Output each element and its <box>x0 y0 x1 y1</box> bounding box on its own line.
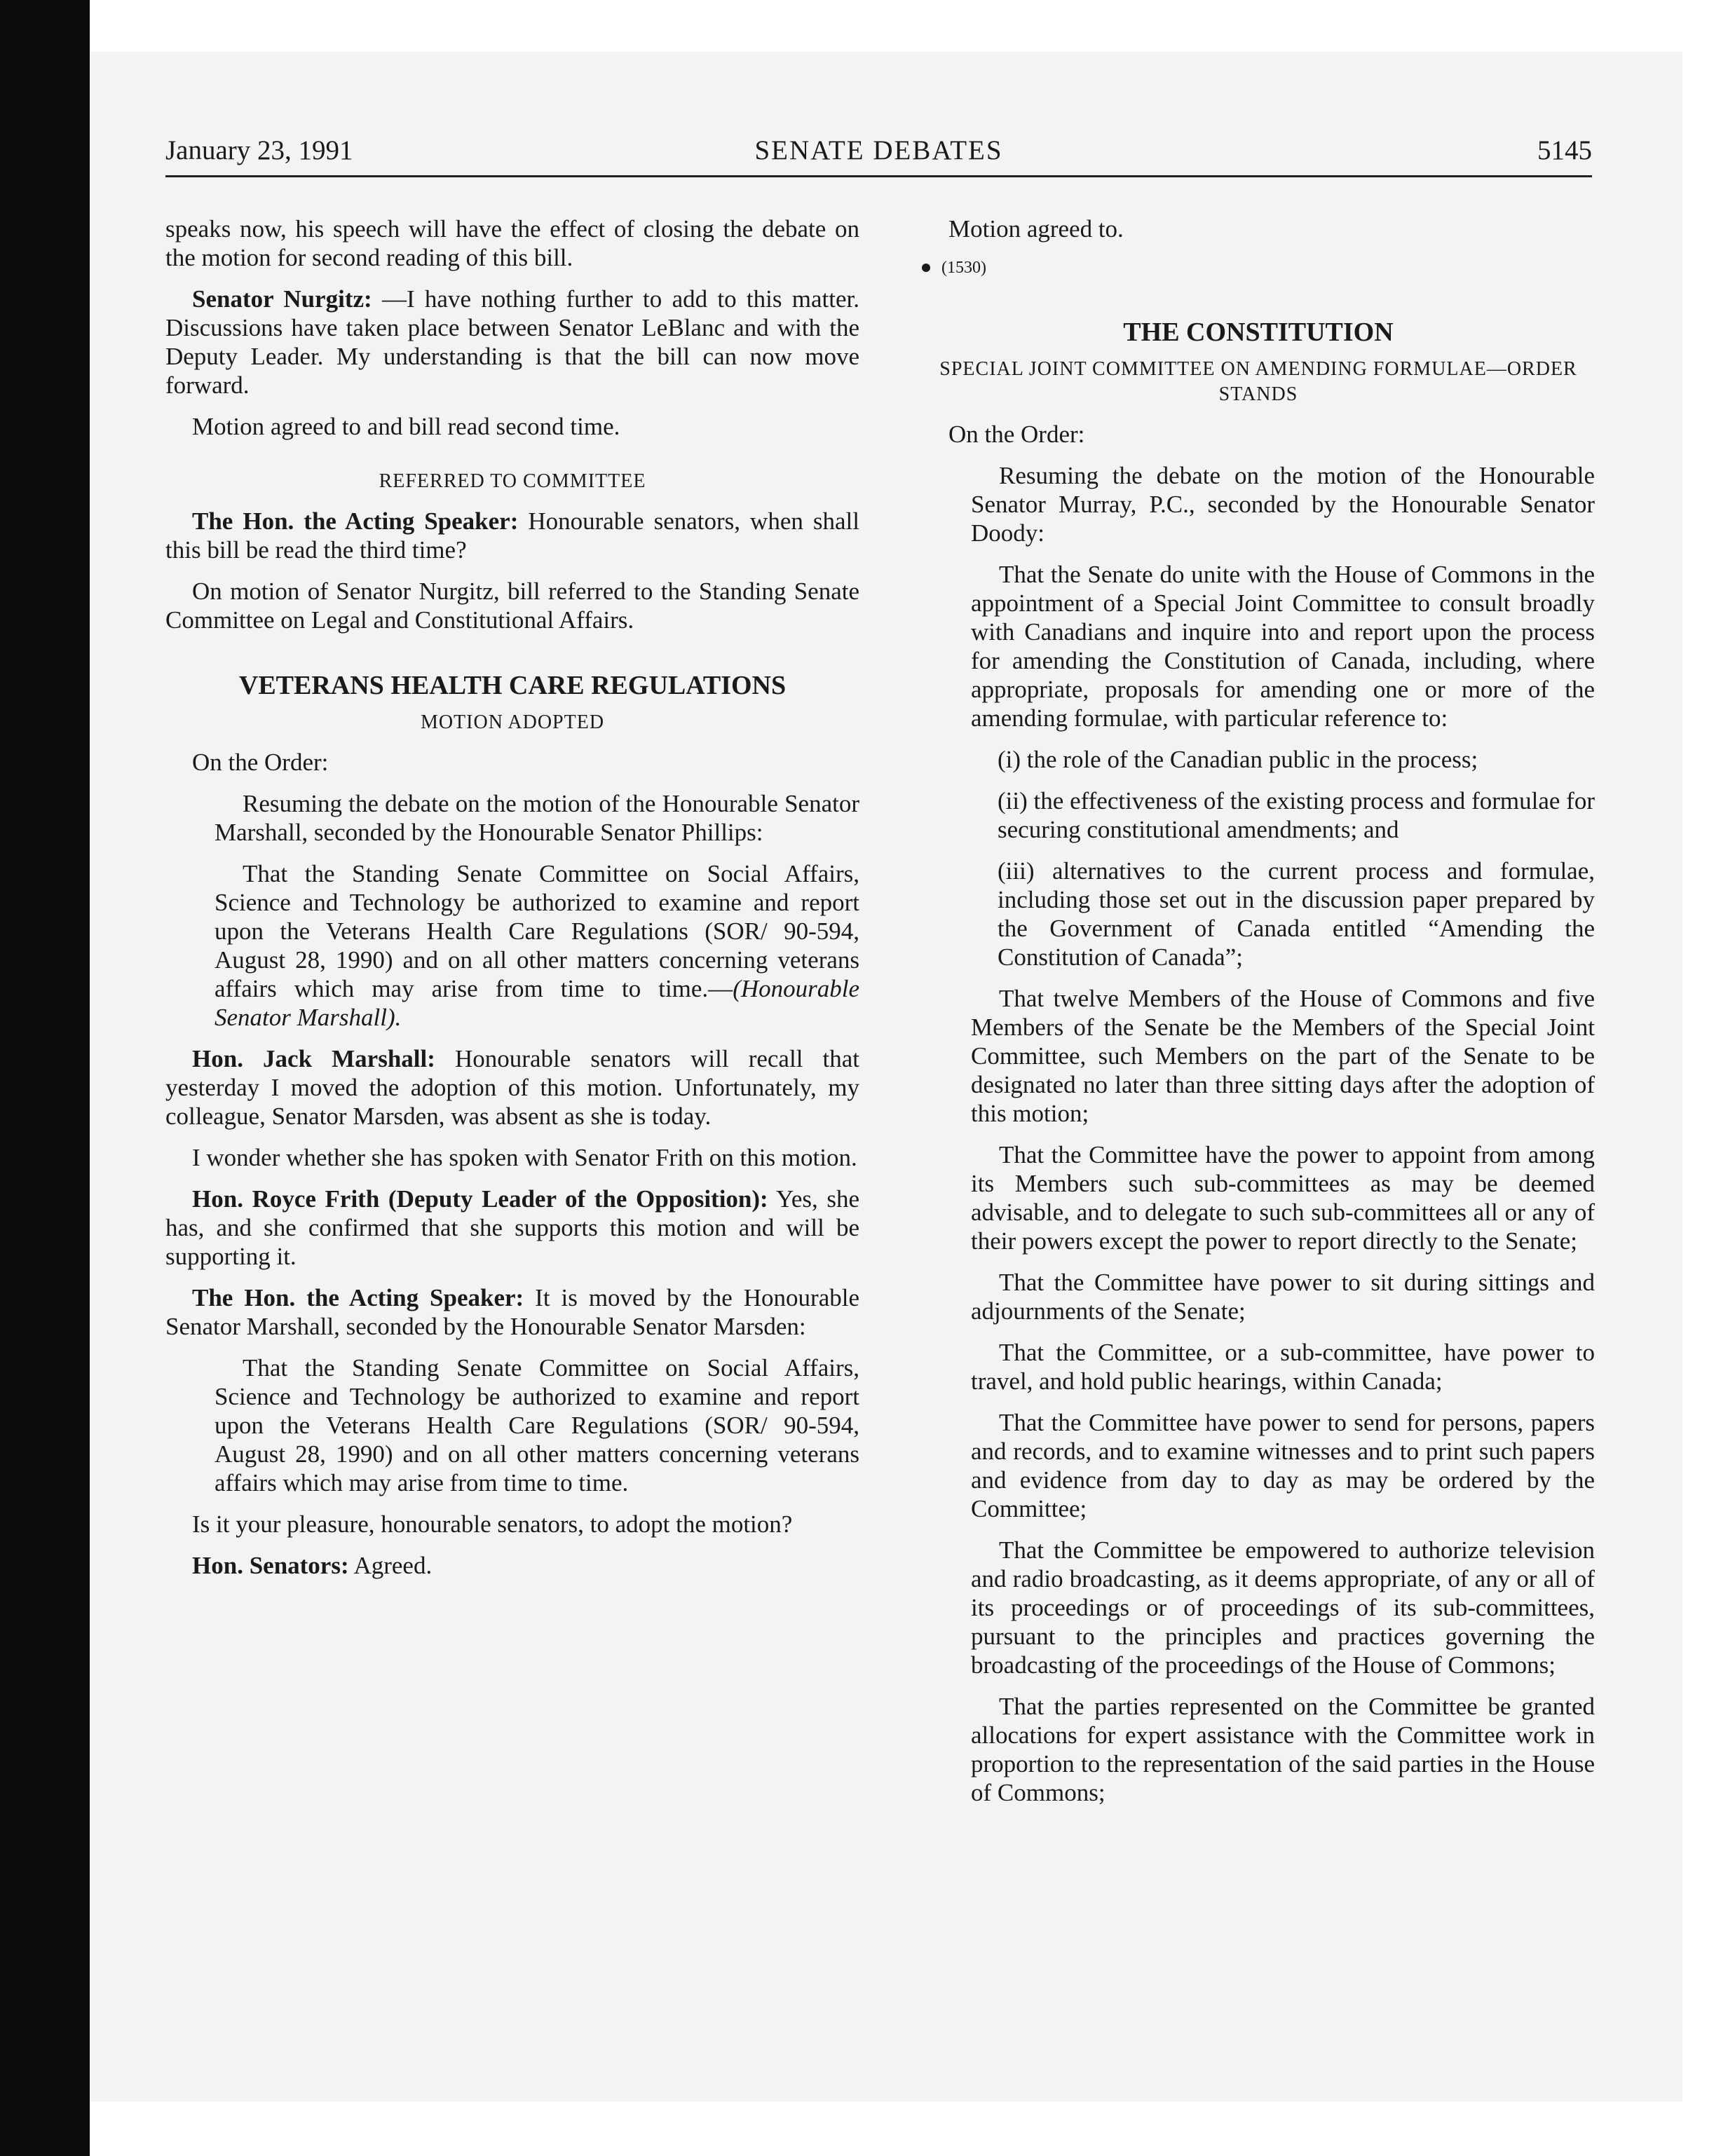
paragraph: On motion of Senator Nurgitz, bill referred to the Standing Senate Committee on Legal and Constitutional Affairs. <box>165 578 859 634</box>
paragraph: Is it your pleasure, honourable senators, to adopt the motion? <box>192 1510 793 1538</box>
paragraph: On the Order: <box>192 749 329 776</box>
timestamp-text: (1530) <box>941 259 986 277</box>
section-subheading: REFERRED TO COMMITTEE <box>379 470 646 492</box>
speech-text: Honourable senators will recall that yesterday I moved the adoption of this motion. Unfortunately, my colleague, Senator Marsden, was absent as she is today. <box>165 1045 859 1130</box>
quoted-motion <box>215 859 859 1032</box>
paragraph: Motion agreed to and bill read second time. <box>192 413 620 440</box>
quoted-motion: That the Standing Senate Committee on Social Affairs, Science and Technology be authorized to examine and report upon the Veterans Health Care Regulations (SOR/ 90-594, August 28, 1990) and on all other matters concerning veterans affairs which may arise from time to time. <box>215 1354 859 1496</box>
header-page-number: 5145 <box>1537 135 1592 165</box>
speaker-name: Hon. Senators: <box>192 1552 349 1579</box>
bullet-icon <box>922 264 930 272</box>
paragraph: speaks now, his speech will have the effect of closing the debate on the motion for second reading of this bill. <box>165 215 859 271</box>
speaker-name: Senator Nurgitz: <box>192 285 372 313</box>
paragraph: On the Order: <box>948 421 1085 448</box>
speech-text: —I have nothing further to add to this matter. Discussions have taken place between Senator LeBlanc and with the Deputy Leader. My understanding is that the bill can now move forward. <box>165 285 859 399</box>
quoted-motion: That twelve Members of the House of Commons and five Members of the Senate be the Members of the Special Joint Committee, such Members on the part of the Senate to be designated no later than three sitting days after the adoption of this motion; <box>971 985 1595 1127</box>
speech-text: Honourable senators, when shall this bill be read the third time? <box>165 507 859 564</box>
speaker-name: Hon. Jack Marshall: <box>192 1045 435 1072</box>
section-heading: VETERANS HEALTH CARE REGULATIONS <box>238 671 787 700</box>
header-date: January 23, 1991 <box>165 135 353 165</box>
quoted-motion: That the Committee, or a sub-committee, have power to travel, and hold public hearings, within Canada; <box>971 1339 1595 1395</box>
speaker-name: Hon. Royce Frith (Deputy Leader of the Opposition): <box>192 1185 768 1213</box>
paragraph <box>165 1185 859 1271</box>
paragraph <box>165 1283 859 1341</box>
quoted-motion-text: That the Standing Senate Committee on Social Affairs, Science and Technology be authorized to examine and report upon the Veterans Health Care Regulations (SOR/ 90-594, August 28, 1990) and on all other matters concerning veterans affairs which may arise from time to time.— <box>215 860 859 1002</box>
speaker-name: The Hon. the Acting Speaker: <box>192 1284 524 1311</box>
quoted-motion: That the Committee be empowered to authorize television and radio broadcasting, as it deems appropriate, of any or all of its proceedings or of proceedings of its sub-committees, pursuant to the principles and practices governing the broadcasting of the proceedings of the House of Commons; <box>971 1536 1595 1679</box>
speech-text: Agreed. <box>348 1552 433 1579</box>
quoted-motion: That the Committee have the power to appoint from among its Members such sub-committees as may be deemed advisable, and to delegate to such sub-committees all or any of their powers except the power to report directly to the Senate; <box>971 1141 1595 1255</box>
speech-text: It is moved by the Honourable Senator Marshall, seconded by the Honourable Senator Marsden: <box>165 1284 859 1340</box>
right-column <box>922 214 1595 1820</box>
paragraph: I wonder whether she has spoken with Senator Frith on this motion. <box>192 1144 857 1171</box>
quoted-motion: That the Committee have power to send for persons, papers and records, and to examine witnesses and to print such papers and evidence from day to day as may be ordered by the Committee; <box>971 1409 1595 1522</box>
timestamp-marker <box>922 256 1595 280</box>
section-subheading: MOTION ADOPTED <box>420 711 605 733</box>
section-subheading: SPECIAL JOINT COMMITTEE ON AMENDING FORMULAE—ORDER STANDS <box>939 358 1577 405</box>
scan-black-edge <box>0 0 90 2156</box>
left-column <box>165 214 859 1592</box>
paragraph <box>165 1551 859 1580</box>
paragraph <box>165 1044 859 1131</box>
quoted-motion: Resuming the debate on the motion of the Honourable Senator Marshall, seconded by the Honourable Senator Phillips: <box>215 790 859 846</box>
paragraph <box>165 507 859 564</box>
header-title: SENATE DEBATES <box>754 135 1003 165</box>
quoted-motion: Resuming the debate on the motion of the Honourable Senator Murray, P.C., seconded by the Honourable Senator Doody: <box>971 462 1595 547</box>
list-item: (ii) the effectiveness of the existing process and formulae for securing constitutional amendments; and <box>998 787 1595 843</box>
quoted-motion: That the parties represented on the Committee be granted allocations for expert assistance with the Committee work in proportion to the representation of the said parties in the House of Commons; <box>971 1693 1595 1806</box>
speech-text: Yes, she has, and she confirmed that she supports this motion and will be supporting it. <box>165 1185 859 1270</box>
quoted-motion: That the Committee have power to sit during sittings and adjournments of the Senate; <box>971 1269 1595 1325</box>
paragraph: Motion agreed to. <box>948 215 1124 243</box>
speaker-name: The Hon. the Acting Speaker: <box>192 507 519 535</box>
quoted-motion-attribution: (Honourable Senator Marshall). <box>215 975 859 1031</box>
quoted-motion: That the Senate do unite with the House of Commons in the appointment of a Special Joint Committee to consult broadly with Canadians and inquire into and report upon the process for amending the Constitution of Canada, including, where appropriate, proposals for amending one or more of the amending formulae, with particular reference to: <box>971 561 1595 732</box>
list-item: (iii) alternatives to the current process and formulae, including those set out in the discussion paper prepared by the Government of Canada entitled “Amending the Constitution of Canada”; <box>998 857 1595 971</box>
section-heading: THE CONSTITUTION <box>1123 318 1394 347</box>
page-header <box>165 133 1592 177</box>
list-item: (i) the role of the Canadian public in the process; <box>998 746 1478 773</box>
paragraph <box>165 285 859 400</box>
